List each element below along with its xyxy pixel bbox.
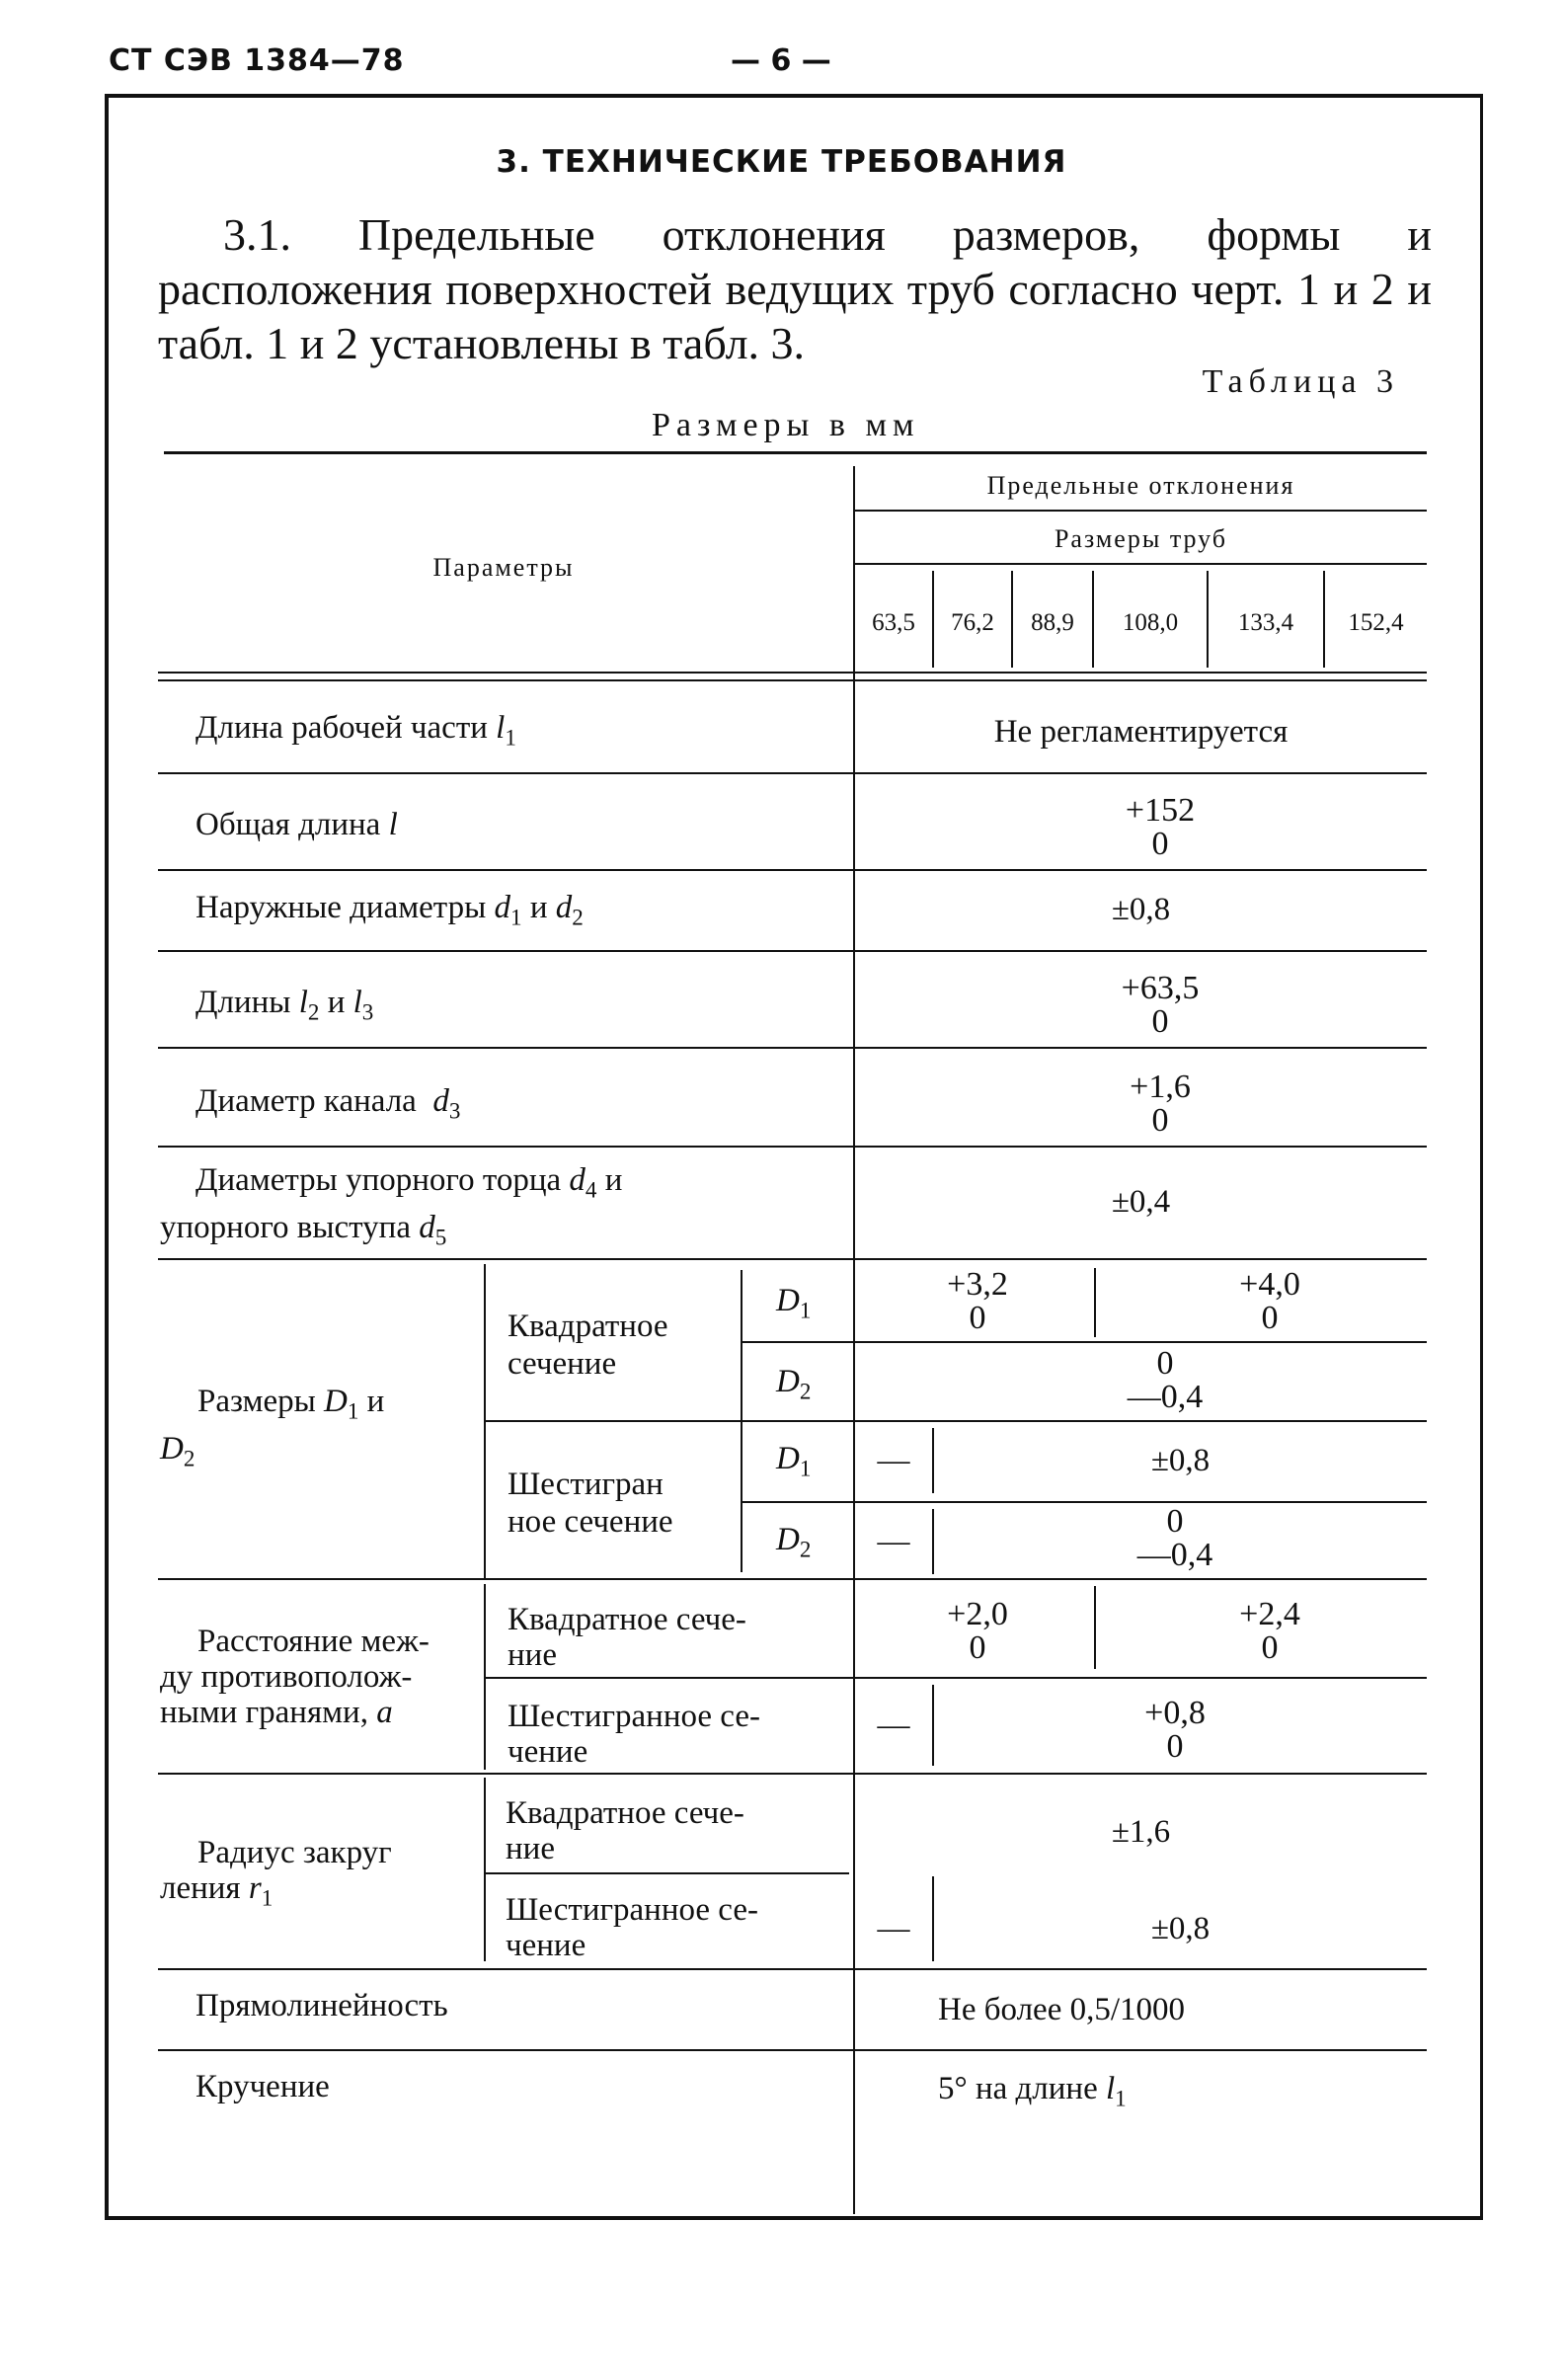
distance-square-large: +2,4 0 bbox=[1239, 1596, 1300, 1666]
dims-D-square-D1-large: +4,0 0 bbox=[1239, 1266, 1300, 1336]
row-straightness-value: Не более 0,5/1000 bbox=[938, 1992, 1186, 2027]
dims-D-square-D2: $D_2$ bbox=[776, 1364, 812, 1404]
paragraph-3-1: 3.1. Предельные отклонения размеров, формы и расположения поверхностей ведущих труб согласно черт. 1 и 2 и табл. 1 и 2 установлены в табл. 3. bbox=[158, 209, 1432, 368]
distance-hex-dash: — bbox=[877, 1707, 910, 1743]
row-stop-diam-label: Диаметры упорного торца $d_4$ и упорного выступа $d_5$ bbox=[160, 1162, 623, 1250]
row-stop-diam-value: ±0,4 bbox=[1111, 1184, 1171, 1220]
frame-bottom-rule bbox=[105, 2216, 1483, 2220]
standard-code: СТ СЭВ 1384—78 bbox=[109, 43, 405, 78]
dims-D-hex-D2-dash: — bbox=[877, 1524, 910, 1559]
dims-D-square-D2-value: 0 —0,4 bbox=[1127, 1345, 1204, 1415]
row-twist-value: 5° на длине $l_1$ bbox=[938, 2071, 1127, 2111]
row-total-length-value: +152 0 bbox=[1125, 792, 1196, 862]
header-pipe-sizes: Размеры труб bbox=[1054, 524, 1228, 553]
radius-square-label: Квадратное сече- ние bbox=[506, 1795, 744, 1866]
row-twist-label: Кручение bbox=[195, 2069, 330, 2104]
row-lengths-label: Длины $l_2$ и $l_3$ bbox=[195, 985, 374, 1025]
distance-square-label: Квадратное сече- ние bbox=[508, 1602, 746, 1673]
size-152-4: 152,4 bbox=[1348, 609, 1404, 636]
header-parameters: Параметры bbox=[432, 553, 575, 582]
row-outer-diam-value: ±0,8 bbox=[1111, 892, 1171, 927]
dims-D-hex-D2-value: 0 —0,4 bbox=[1136, 1503, 1213, 1573]
size-108-0: 108,0 bbox=[1122, 609, 1179, 636]
row-total-length-label: Общая длина l bbox=[195, 807, 398, 842]
size-76-2: 76,2 bbox=[951, 609, 994, 636]
frame-top-rule bbox=[105, 94, 1483, 98]
units-caption: Размеры в мм bbox=[652, 407, 920, 443]
distance-square-small: +2,0 0 bbox=[947, 1596, 1008, 1666]
size-88-9: 88,9 bbox=[1031, 609, 1074, 636]
row-dims-D-label: Размеры $D_1$ и $D_2$ bbox=[160, 1384, 385, 1471]
row-lengths-value: +63,5 0 bbox=[1121, 970, 1200, 1040]
dims-D-hex-label: Шестигран ное сечение bbox=[508, 1467, 673, 1540]
radius-hex-label: Шестигранное се- чение bbox=[506, 1892, 758, 1963]
row-work-length-label: Длина рабочей части $l_1$ bbox=[195, 710, 516, 751]
row-work-length-value: Не регламентируется bbox=[993, 714, 1289, 750]
dims-D-square-D1: $D_1$ bbox=[776, 1283, 812, 1323]
size-133-4: 133,4 bbox=[1237, 609, 1294, 636]
row-radius-label: Радиус закруг ления $r_1$ bbox=[160, 1835, 392, 1911]
dims-D-square-label: Квадратное сечение bbox=[508, 1309, 668, 1382]
header-limits: Предельные отклонения bbox=[986, 471, 1295, 500]
dims-D-hex-D2: $D_2$ bbox=[776, 1522, 812, 1562]
row-straightness-label: Прямолинейность bbox=[195, 1988, 448, 2023]
row-distance-label: Расстояние меж- ду противополож- ными гранями, a bbox=[160, 1624, 430, 1730]
dims-D-square-D1-small: +3,2 0 bbox=[947, 1266, 1008, 1336]
dims-D-hex-D1-dash: — bbox=[877, 1443, 910, 1478]
dims-D-hex-D1: $D_1$ bbox=[776, 1441, 812, 1481]
distance-hex-value: +0,8 0 bbox=[1144, 1695, 1206, 1765]
row-channel-diam-value: +1,6 0 bbox=[1130, 1069, 1191, 1139]
radius-hex-dash: — bbox=[877, 1911, 910, 1946]
row-channel-diam-label: Диаметр канала $d_3$ bbox=[195, 1083, 461, 1124]
section-title: 3. ТЕХНИЧЕСКИЕ ТРЕБОВАНИЯ bbox=[496, 144, 1067, 180]
table-label: Таблица 3 bbox=[1202, 363, 1399, 400]
page-number: — 6 — bbox=[731, 43, 831, 78]
radius-hex-value: ±0,8 bbox=[1150, 1911, 1211, 1946]
radius-square-value: ±1,6 bbox=[1111, 1814, 1171, 1850]
distance-hex-label: Шестигранное се- чение bbox=[508, 1699, 760, 1770]
row-outer-diam-label: Наружные диаметры $d_1$ и $d_2$ bbox=[195, 890, 584, 930]
size-63-5: 63,5 bbox=[872, 609, 915, 636]
dims-D-hex-D1-value: ±0,8 bbox=[1150, 1443, 1211, 1478]
